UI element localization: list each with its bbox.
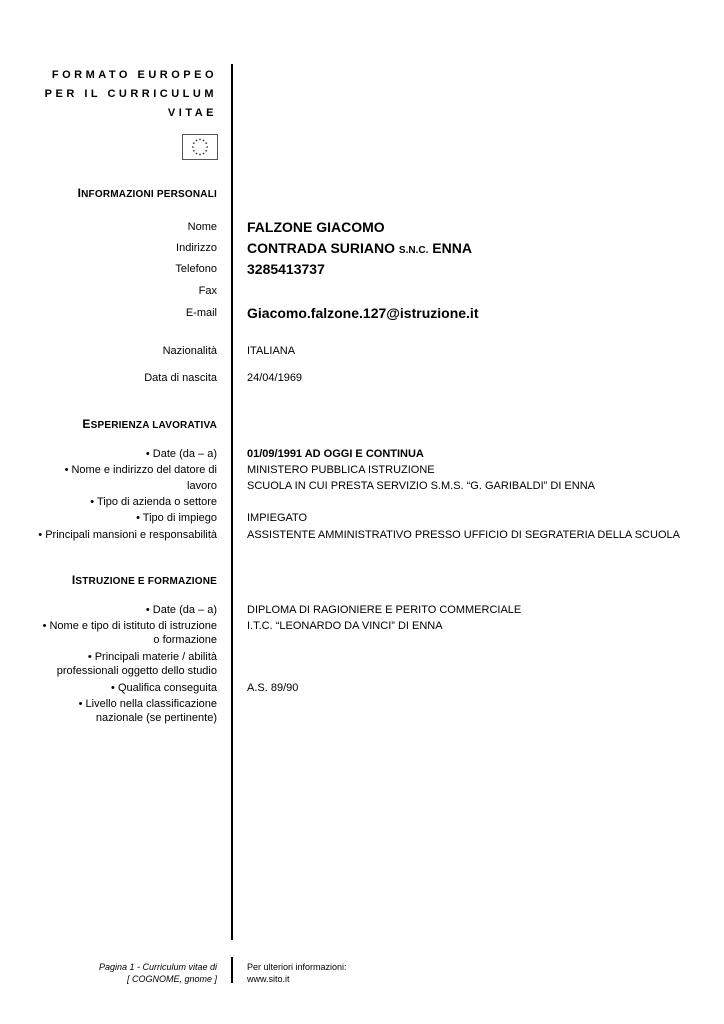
label-email: E-mail (185, 307, 217, 319)
value-phone: 3285413737 (247, 261, 325, 277)
value-work-dates: 01/09/1991 AD OGGI E CONTINUA (247, 448, 424, 460)
footer-more-info-line1: Per ulteriori informazioni: (247, 962, 347, 972)
label-phone: Telefono (175, 263, 217, 275)
label-level-line1: • Livello nella classificazione (78, 698, 217, 710)
value-qualification: A.S. 89/90 (247, 682, 299, 694)
label-sector: • Tipo di azienda o settore (90, 496, 217, 508)
value-employer-line2: SCUOLA IN CUI PRESTA SERVIZIO S.M.S. “G. GARIBALDI” DI ENNA (247, 480, 595, 492)
value-duties: ASSISTENTE AMMINISTRATIVO PRESSO UFFICIO DI SEGRATERIA DELLA SCUOLA (247, 529, 680, 541)
label-subjects-line1: • Principali materie / abilità (87, 651, 217, 663)
value-nationality: ITALIANA (247, 345, 296, 357)
value-name: FALZONE GIACOMO (247, 219, 385, 235)
section-title-education: ISTRUZIONE E FORMAZIONE (71, 573, 217, 587)
label-birth-date: Data di nascita (144, 372, 217, 384)
label-institute-line2: o formazione (153, 634, 217, 646)
cv-title-line2: PER IL CURRICULUM (44, 88, 217, 100)
label-subjects-line2: professionali oggetto dello studio (56, 665, 217, 677)
label-institute-line1: • Nome e tipo di istituto di istruzione (42, 620, 217, 632)
label-name: Nome (187, 221, 217, 233)
value-birth-date: 24/04/1969 (247, 372, 303, 384)
value-institute: I.T.C. “LEONARDO DA VINCI” DI ENNA (247, 620, 443, 632)
footer-divider (231, 957, 233, 983)
label-address: Indirizzo (176, 242, 217, 254)
value-email: Giacomo.falzone.127@istruzione.it (247, 305, 479, 321)
value-employer-line1: MINISTERO PUBBLICA ISTRUZIONE (247, 464, 435, 476)
cv-title-line3: VITAE (167, 107, 217, 119)
value-edu-dates: DIPLOMA DI RAGIONIERE E PERITO COMMERCIALE (247, 604, 522, 616)
footer-website: www.sito.it (247, 974, 290, 984)
label-work-dates: • Date (da – a) (145, 448, 217, 460)
label-employer-line1: • Nome e indirizzo del datore di (64, 464, 217, 476)
footer-page-info-line1: Pagina 1 - Curriculum vitae di (98, 962, 217, 972)
eu-flag-icon (182, 134, 218, 160)
footer-page-info-line2: [ COGNOME, gnome ] (126, 974, 217, 984)
label-job-type: • Tipo di impiego (136, 512, 217, 524)
section-title-personal: INFORMAZIONI PERSONALI (77, 186, 217, 200)
label-nationality: Nazionalità (162, 345, 217, 357)
label-edu-dates: • Date (da – a) (145, 604, 217, 616)
column-divider (231, 64, 233, 940)
label-qualification: • Qualifica conseguita (111, 682, 217, 694)
section-title-work: ESPERIENZA LAVORATIVA (82, 417, 217, 431)
label-level-line2: nazionale (se pertinente) (95, 712, 217, 724)
cv-title-line1: FORMATO EUROPEO (51, 69, 217, 81)
value-address: CONTRADA SURIANO S.N.C. ENNA (247, 240, 472, 256)
label-fax: Fax (198, 285, 217, 297)
label-employer-line2: lavoro (187, 480, 217, 492)
label-duties: • Principali mansioni e responsabilità (38, 529, 217, 541)
value-job-type: IMPIEGATO (247, 512, 308, 524)
